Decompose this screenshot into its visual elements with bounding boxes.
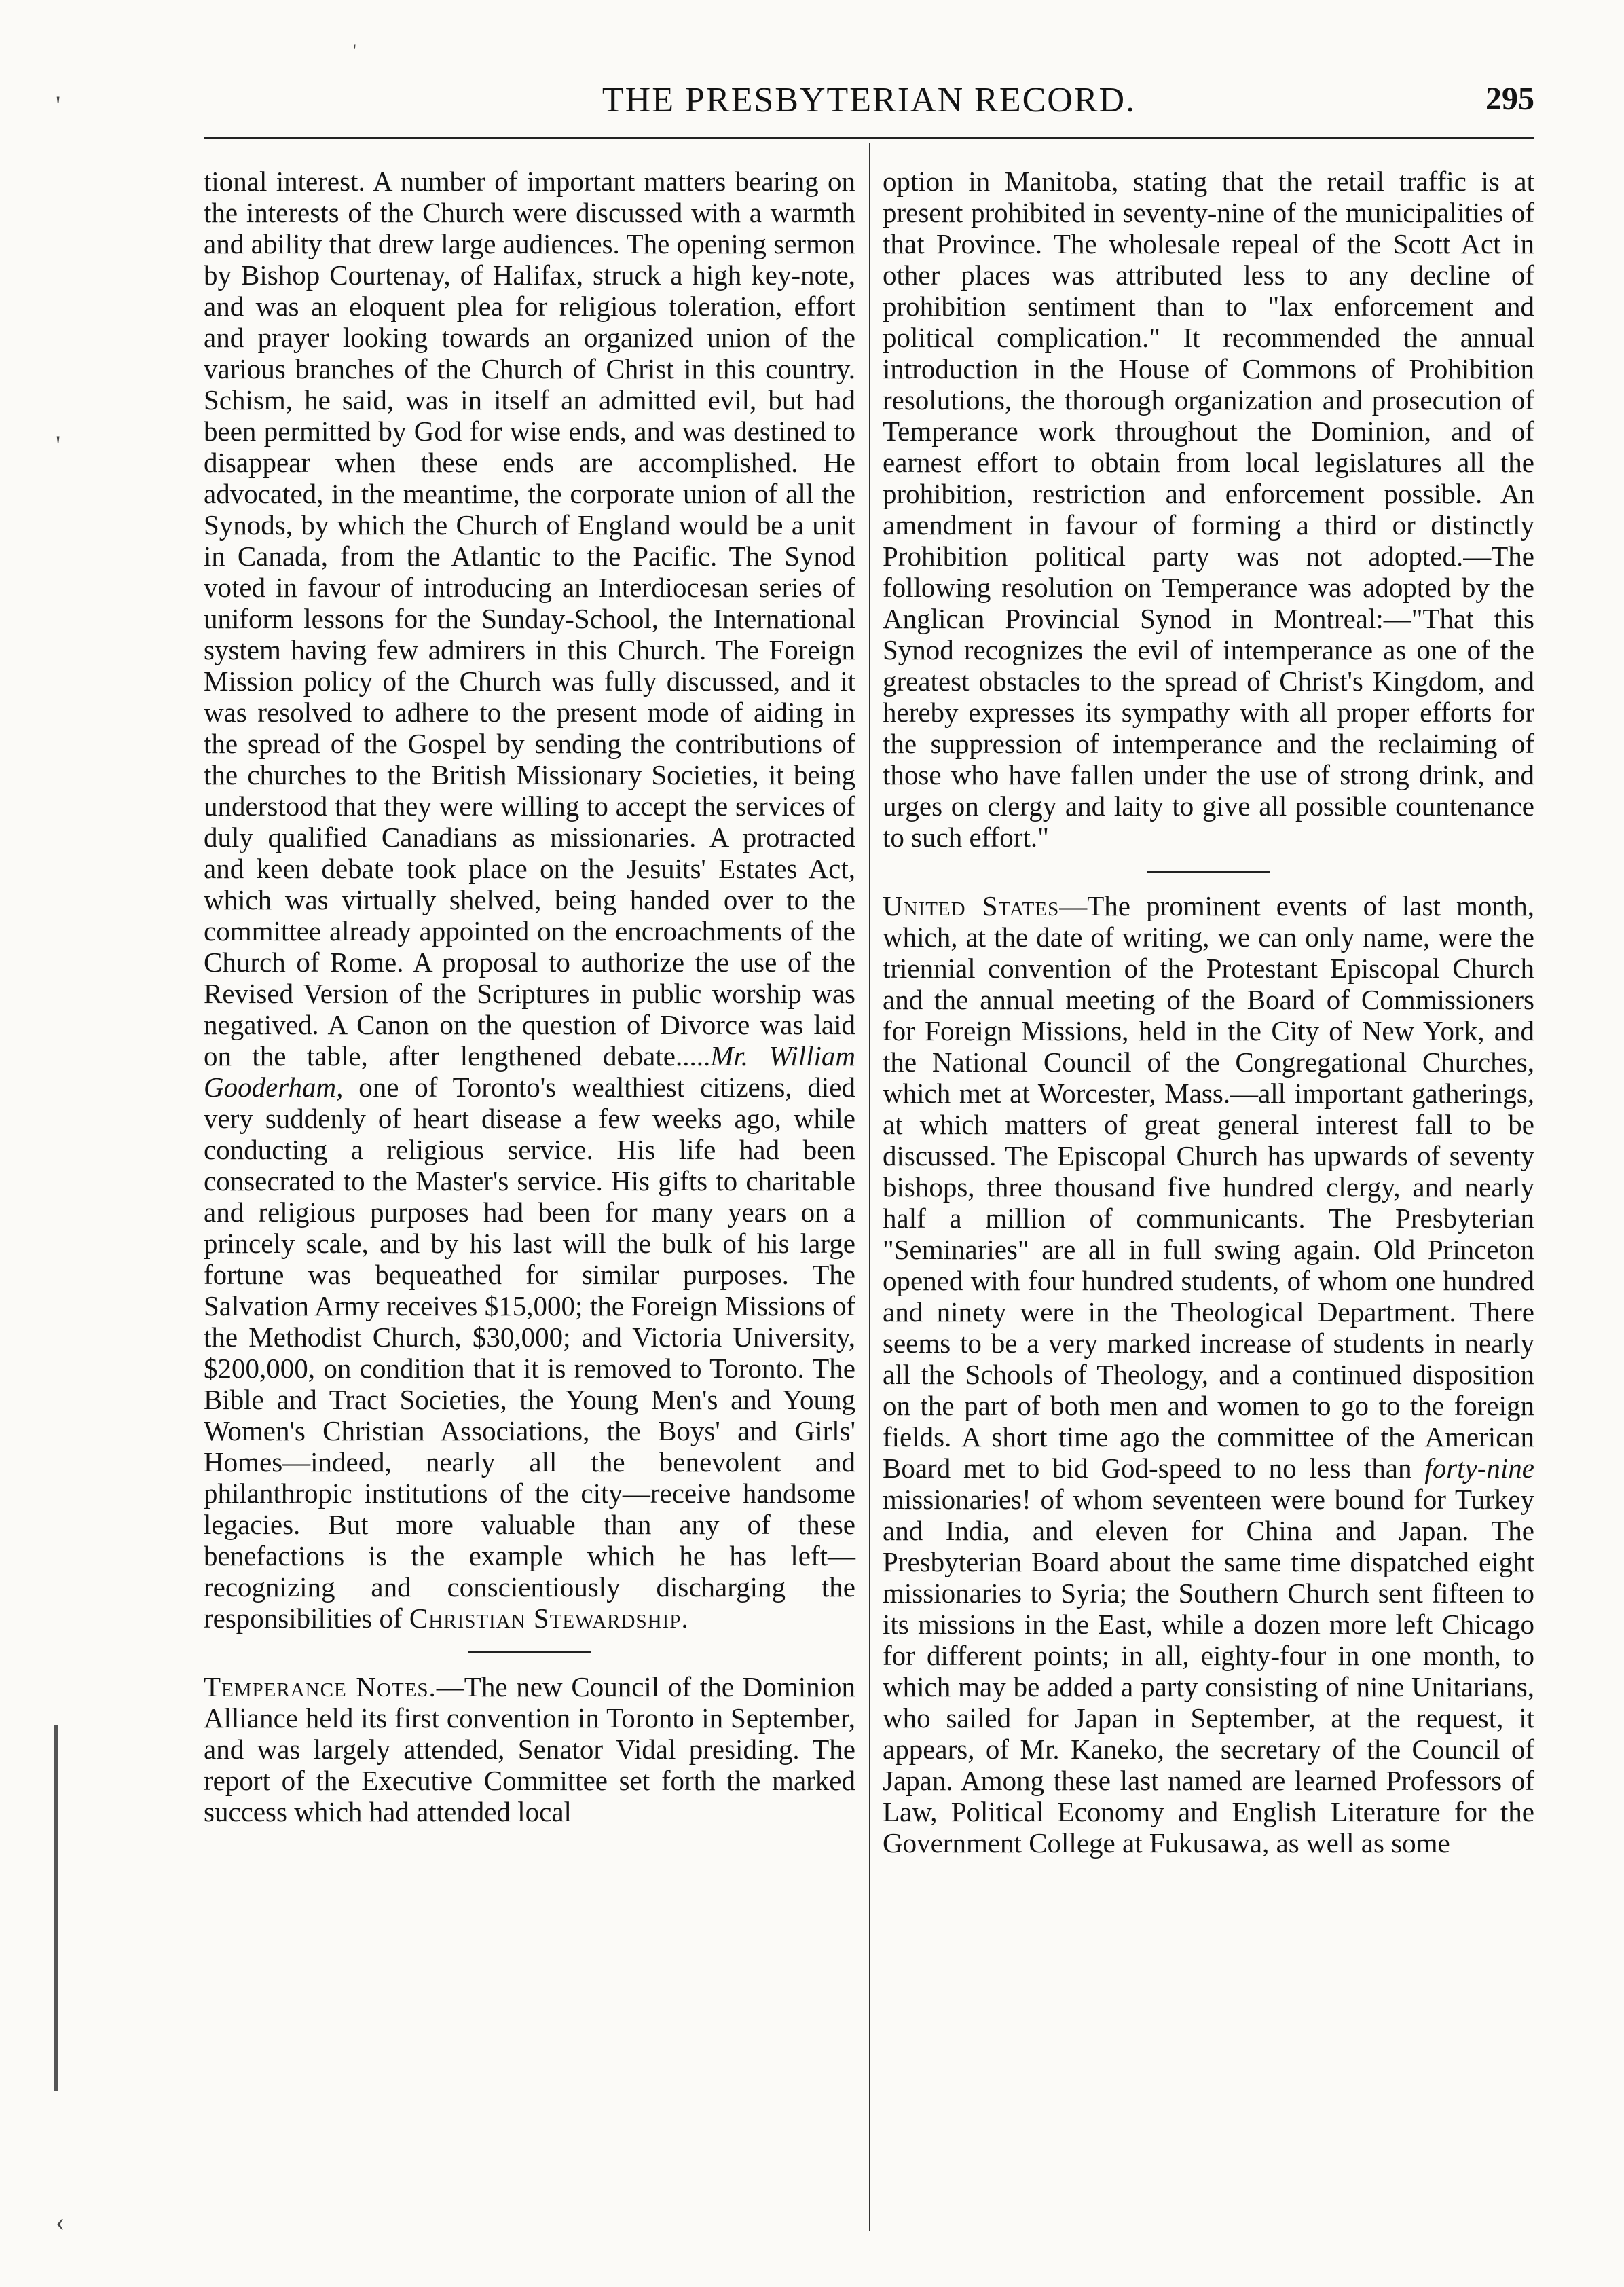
- column-divider: [869, 143, 870, 2231]
- margin-scan-bar: [54, 1725, 58, 2091]
- temperance-paragraph: [204, 1671, 855, 1827]
- page-number: 295: [1485, 81, 1534, 117]
- temperance-heading: Temperance Notes.: [204, 1671, 437, 1702]
- united-states-text: —The prominent events of last month, which, at the date of writing, we can only name, were the triennial convention of the Protestant Episcopal Church and the annual meeting of the Board of Commissioners for Foreign Missions, held in the City of New York, and the National Council of the Congregational Churches, which met at Worcester, Mass.—all important gatherings, at which matters of great general interest fall to be discussed. The Episcopal Church has upwards of seventy bishops, three thousand five hundred clergy, and nearly half a million of communicants. The Presbyterian "Seminaries" are all in full swing again. Old Princeton opened with four hundred students, of whom one hundred and ninety were in the Theological Department. There seems to be a very marked increase of students in nearly all the Schools of Theology, and a continued disposition on the part of both men and women to go to the foreign fields. A short time ago the committee of the American Board met to bid God-speed to no less than: [883, 890, 1534, 1484]
- gooderham-text: one of Toronto's wealthiest citizens, died very suddenly of heart disease a few weeks ago, while conducting a religious service. His life had been consecrated to the Master's service. His gifts to charitable and religious purposes had been for many years on a princely scale, and by his last will the bulk of his large fortune was bequeathed for similar purposes. The Salvation Army receives $15,000; the Foreign Missions of the Methodist Church, $30,000; and Victoria University, $200,000, on condition that it is removed to Toronto. The Bible and Tract Societies, the Young Men's and Young Women's Christian Associations, the Boys' and Girls' Homes—indeed, nearly all the benevolent and philanthropic institutions of the city—receive handsome legacies. But more valuable than any of these benefactions is the example which he has left—recognizing and conscientiously discharging the responsibilities of: [204, 1072, 855, 1634]
- gooderham-name: Mr. William Gooderham,: [204, 1040, 855, 1103]
- synod-text: tional interest. A number of important matters bearing on the interests of the Church were discussed with a warmth and ability that drew large audiences. The opening sermon by Bishop Courtenay, of Halifax, struck a high key-note, and was an eloquent plea for religious toleration, effort and prayer looking towards an organized union of the various branches of the Church of Christ in this country. Schism, he said, was in itself an admitted evil, but had been permitted by God for wise ends, and was destined to disappear when these ends are accomplished. He advocated, in the meantime, the corporate union of all the Synods, by which the Church of England would be a unit in Canada, from the Atlantic to the Pacific. The Synod voted in favour of introducing an Interdiocesan series of uniform lessons for the Sunday-School, the International system having few admirers in this Church. The Foreign Mission policy of the Church was fully discussed, and it was resolved to adhere to the present mode of aiding in the spread of the Gospel by sending the contributions of the churches to the British Missionary Societies, it being understood that they were willing to accept the services of duly qualified Canadians as missionaries. A protracted and keen debate took place on the Jesuits' Estates Act, which was virtually shelved, being handed over to the committee already appointed on the encroachments of the Church of Rome. A proposal to authorize the use of the Revised Version of the Scriptures in public worship was negatived. A Canon on the question of Divorce was laid on the table, after lengthened debate.....: [204, 166, 855, 1072]
- margin-tick: ': [56, 430, 61, 460]
- margin-tick: ‹: [56, 2206, 65, 2237]
- stewardship-term: Christian Stewardship.: [409, 1603, 689, 1634]
- margin-tick: ': [56, 90, 61, 121]
- section-rule: [468, 1651, 591, 1653]
- running-title: THE PRESBYTERIAN RECORD.: [602, 81, 1137, 120]
- right-column: [883, 166, 1534, 1859]
- anglican-synod-paragraph: [204, 166, 855, 1634]
- united-states-heading: United States: [883, 890, 1060, 921]
- temperance-text: —The new Council of the Dominion Alliance held its first convention in Toronto in September, and was largely attended, Senator Vidal presiding. The report of the Executive Committee set forth the marked success which had attended local: [204, 1671, 855, 1827]
- page-header: [204, 80, 1534, 128]
- united-states-text-cont: missionaries! of whom seventeen were bound for Turkey and India, and eleven for China and Japan. The Presbyterian Board about the same time dispatched eight missionaries to Syria; the Southern Church sent fifteen to its missions in the East, while a dozen more left Chicago for different points; in all, eighty-four in one month, to which may be added a party consisting of nine Unitarians, who sailed for Japan in September, at the request, it appears, of Mr. Kaneko, the secretary of the Council of Japan. Among these last named are learned Professors of Law, Political Economy and English Literature for the Government College at Fukusawa, as well as some: [883, 1484, 1534, 1859]
- header-rule: [204, 137, 1534, 139]
- scan-mark: ': [353, 41, 356, 60]
- temperance-continued-paragraph: option in Manitoba, stating that the retail traffic is at present prohibited in seventy-nine of the municipalities of that Province. The wholesale repeal of the Scott Act in other places was attributed less to any decline of prohibition sentiment than to "lax enforcement and political complication." It recommended the annual introduction in the House of Commons of Prohibition resolutions, the thorough organization and prosecution of Temperance work throughout the Dominion, and of earnest effort to obtain from local legislatures all the prohibition, restriction and enforcement possible. An amendment in favour of forming a third or distinctly Prohibition political party was not adopted.—The following resolution on Temperance was adopted by the Anglican Provincial Synod in Montreal:—"That this Synod recognizes the evil of intemperance as one of the greatest obstacles to the spread of Christ's Kingdom, and hereby expresses its sympathy with all proper efforts for the suppression of intemperance and the reclaiming of those who have fallen under the use of strong drink, and urges on clergy and laity to give all possible countenance to such effort.": [883, 166, 1534, 853]
- left-column: [204, 166, 855, 1827]
- united-states-paragraph: [883, 890, 1534, 1859]
- forty-nine-emphasis: forty-nine: [1424, 1452, 1535, 1484]
- section-rule: [1147, 871, 1270, 873]
